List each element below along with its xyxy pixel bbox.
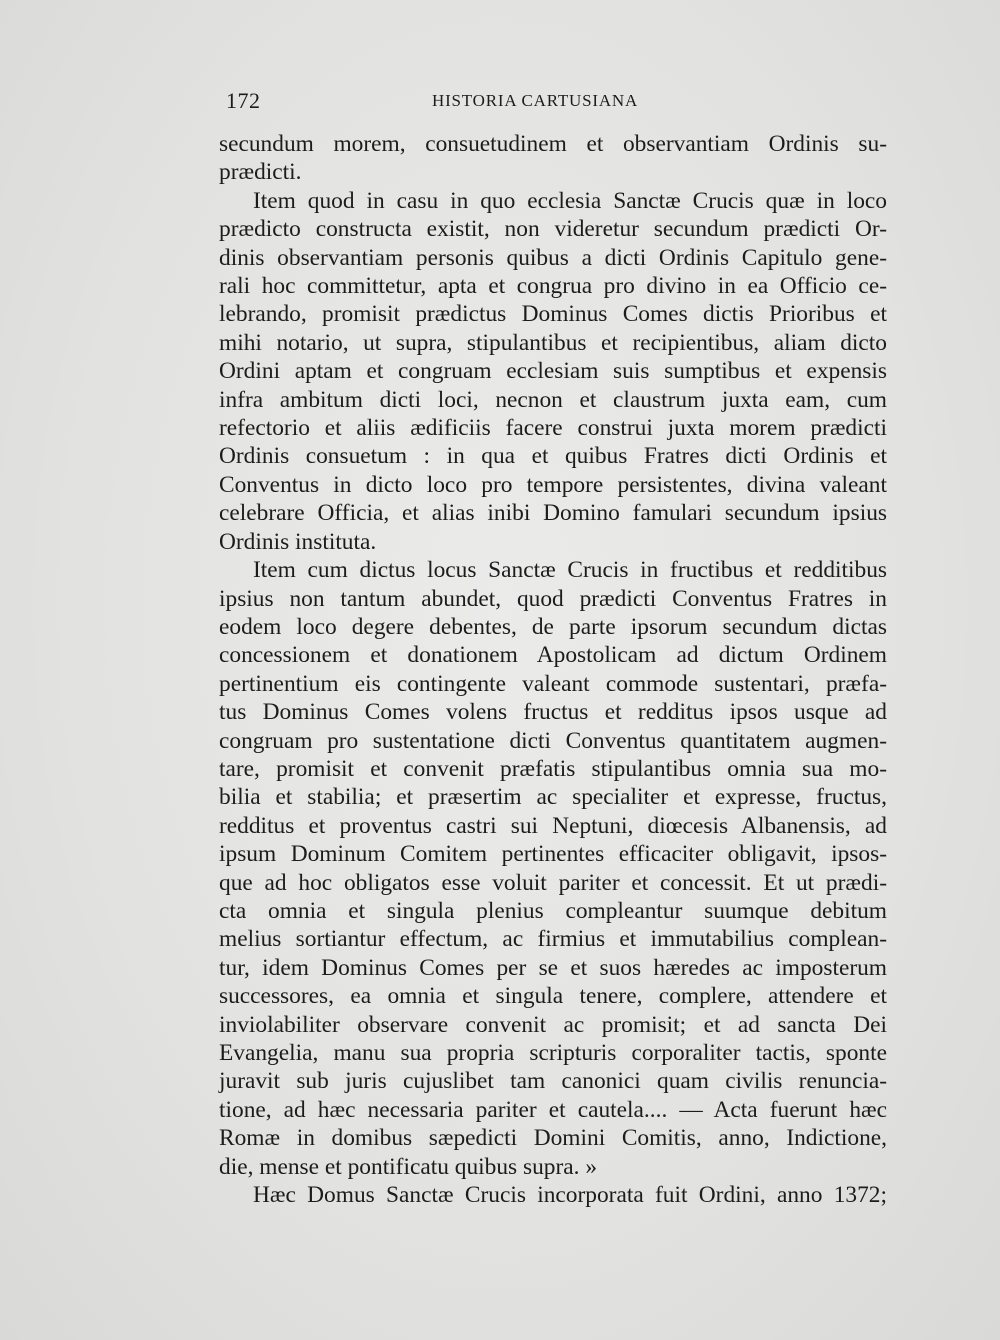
text-line: Romæ in domibus sæpedicti Domini Comitis, anno, Indictione, [219,1125,887,1152]
text-line: lebrando, promisit prædictus Dominus Comes dictis Prioribus et [219,301,887,328]
text-line: celebrare Officia, et alias inibi Domino famulari secundum ipsius [219,500,887,527]
paragraph-start-line: Hæc Domus Sanctæ Crucis incorporata fuit Ordini, anno 1372; [253,1182,887,1209]
text-line: bilia et stabilia; et præsertim ac specialiter et expresse, fructus, [219,784,887,811]
text-line: ipsum Dominum Comitem pertinentes efficaciter obligavit, ipsos- [219,841,887,868]
text-line: rali hoc committetur, apta et congrua pro divino in ea Officio ce- [219,273,887,300]
text-line: Ordini aptam et congruam ecclesiam suis sumptibus et expensis [219,358,887,385]
text-line: die, mense et pontificatu quibus supra. » [219,1153,598,1180]
text-line: melius sortiantur effectum, ac firmius et immutabilius complean- [219,926,887,953]
text-line: Evangelia, manu sua propria scripturis corporaliter tactis, sponte [219,1040,887,1066]
text-line: infra ambitum dicti loci, necnon et claustrum juxta eam, cum [219,386,887,413]
text-line: redditus et proventus castri sui Neptuni, diœcesis Albanensis, ad [219,812,887,839]
text-line: mihi notario, ut supra, stipulantibus et recipientibus, aliam dicto [219,329,887,356]
paragraph-start-line: Item cum dictus locus Sanctæ Crucis in fructibus et redditibus [253,557,887,584]
text-line: Ordinis consuetum : in qua et quibus Fratres dicti Ordinis et [219,443,887,470]
text-line: successores, ea omnia et singula tenere, complere, attendere et [219,983,887,1010]
page-header [222,88,884,114]
text-line: prædicto constructa existit, non videretur secundum prædicti Or- [219,216,887,243]
text-line: juravit sub juris cujuslibet tam canonici quam civilis renuncia- [219,1068,887,1095]
text-line: Ordinis instituta. [219,528,377,555]
text-line: que ad hoc obligatos esse voluit pariter et concessit. Et ut prædi- [219,869,887,896]
running-title: HISTORIA CARTUSIANA [432,91,639,110]
text-line: congruam pro sustentatione dicti Conventus quantitatem augmen- [219,727,887,754]
text-line: tare, promisit et convenit præfatis stipulantibus omnia sua mo- [219,755,887,782]
text-line: ipsius non tantum abundet, quod prædicti Conventus Fratres in [219,585,887,612]
text-line: secundum morem, consuetudinem et observantiam Ordinis su- [219,131,887,157]
text-line: cta omnia et singula plenius compleantur suumque debitum [219,897,887,924]
text-line: inviolabiliter observare convenit ac promisit; et ad sancta Dei [219,1011,887,1038]
text-line: tione, ad hæc necessaria pariter et cautela.... — Acta fuerunt hæc [219,1096,887,1123]
text-line: dinis observantiam personis quibus a dicti Ordinis Capitulo gene- [219,244,887,271]
body-text [219,130,887,1209]
text-line: Conventus in dicto loco pro tempore persistentes, divina valeant [219,471,887,498]
text-line: tus Dominus Comes volens fructus et redditus ipsos usque ad [219,699,887,726]
text-line: refectorio et aliis ædificiis facere construi juxta morem prædicti [219,415,887,442]
paragraph-start-line: Item quod in casu in quo ecclesia Sanctæ Crucis quæ in loco [253,187,887,214]
page-number: 172 [226,88,261,113]
text-line: prædicti. [219,159,302,186]
text-line: concessionem et donationem Apostolicam ad dictum Ordinem [219,642,887,669]
text-line: tur, idem Dominus Comes per se et suos hæredes ac imposterum [219,954,887,981]
text-line: eodem loco degere debentes, de parte ipsorum secundum dictas [219,613,887,640]
text-line: pertinentium eis contingente valeant commode sustentari, præfa- [219,670,887,697]
